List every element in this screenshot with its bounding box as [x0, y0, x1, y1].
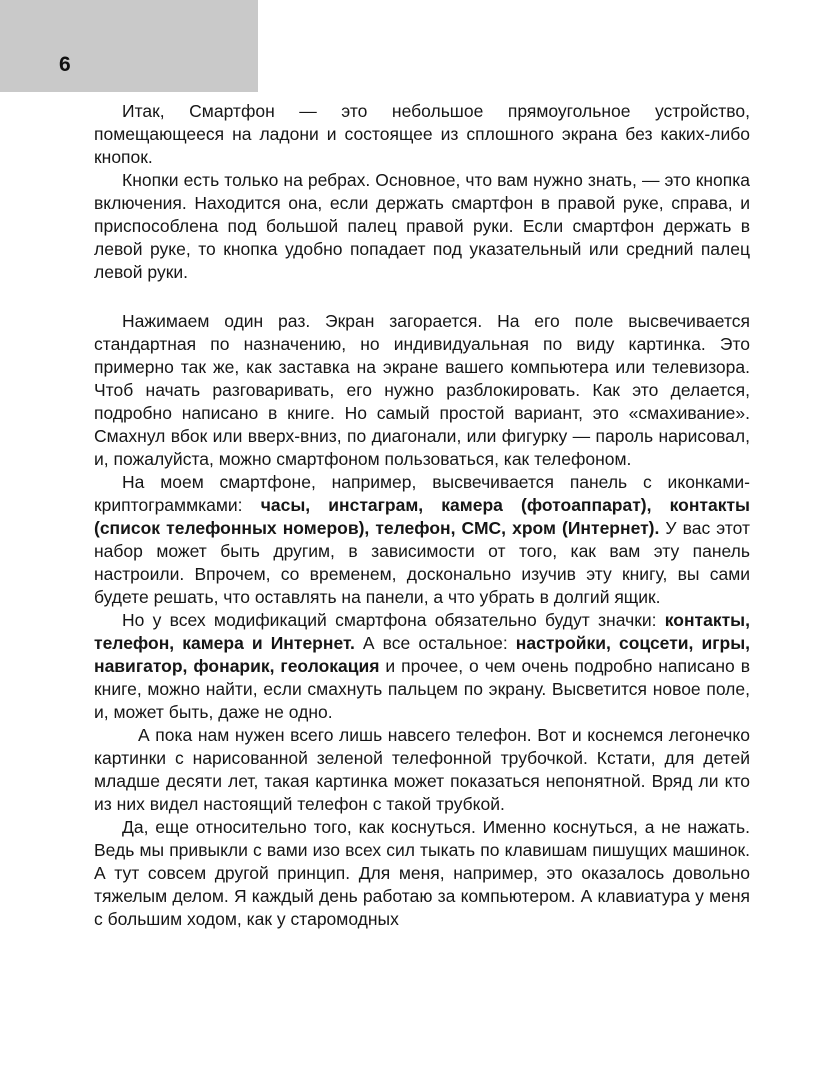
- paragraph: [94, 310, 750, 471]
- text-run: У вас этот набор может быть другим, в зависимости от того, как вам эту панель настроили. Впрочем, со временем, досконально изучив эту книгу, вы сами будете решать, что оставлять на панели, а что убрать в долгий ящик.: [94, 518, 751, 607]
- page-number: 6: [59, 53, 71, 76]
- text-run: Кнопки есть только на ребрах. Основное, что вам нужно знать, — это кнопка включения. Находится она, если держать смартфон в правой руке, справа, и приспособлена под большой палец правой руки. Если смартфон держать в левой руке, то кнопка удобно попадает под указательный или средний палец левой руки.: [94, 170, 750, 282]
- text-run: На моем смартфоне, например, высвечивается панель с иконками-криптограммками:: [94, 472, 750, 515]
- bold-text-run: часы, инстаграм, камера (фотоаппарат), контакты (список телефонных номеров), телефон, СМС, хром (Интернет).: [94, 495, 750, 538]
- text-run: Итак, Смартфон — это небольшое прямоугольное устройство, помещающееся на ладони и состоящее из сплошного экрана без каких-либо кнопок.: [94, 101, 750, 167]
- paragraph: [94, 816, 750, 931]
- text-run: А все остальное:: [354, 633, 516, 653]
- paragraph: [94, 100, 750, 169]
- bold-text-run: контакты, телефон, камера и Интернет.: [94, 610, 750, 653]
- text-block: [94, 100, 750, 931]
- paragraph: [94, 169, 750, 284]
- paragraph: [94, 724, 750, 816]
- text-run: Но у всех модификаций смартфона обязательно будут значки:: [122, 610, 665, 630]
- text-run: Да, еще относительно того, как коснуться. Именно коснуться, а не нажать. Ведь мы привыкли с вами изо всех сил тыкать по клавишам пишущих машинок. А тут совсем другой принцип. Для меня, например, это оказалось довольно тяжелым делом. Я каждый день работаю за компьютером. А клавиатура у меня с большим ходом, как у старомодных: [94, 817, 750, 929]
- paragraph: [94, 609, 750, 724]
- text-run: и прочее, о чем очень подробно написано в книге, можно найти, если смахнуть пальцем по экрану. Высветится новое поле, и, может быть, даже не одно.: [94, 656, 750, 722]
- bold-text-run: настройки, соцсети, игры, навигатор, фонарик, геолокация: [94, 633, 751, 676]
- page-number-box: [0, 0, 258, 92]
- paragraph: [94, 471, 750, 609]
- text-run: А пока нам нужен всего лишь навсего телефон. Вот и коснемся легонечко картинки с нарисованной зеленой телефонной трубочкой. Кстати, для детей младше десяти лет, такая картинка может показаться непонятной. Вряд ли кто из них видел настоящий телефон с такой трубкой.: [94, 725, 750, 814]
- text-run: Нажимаем один раз. Экран загорается. На его поле высвечивается стандартная по назначению, но индивидуальная по виду картинка. Это примерно так же, как заставка на экране вашего компьютера или телевизора. Чтоб начать разговаривать, его нужно разблокировать. Как это делается, подробно написано в книге. Но самый простой вариант, это «смахивание». Смахнул вбок или вверх-вниз, по диагонали, или фигурку — пароль нарисовал, и, пожалуйста, можно смартфоном пользоваться, как телефоном.: [94, 311, 750, 469]
